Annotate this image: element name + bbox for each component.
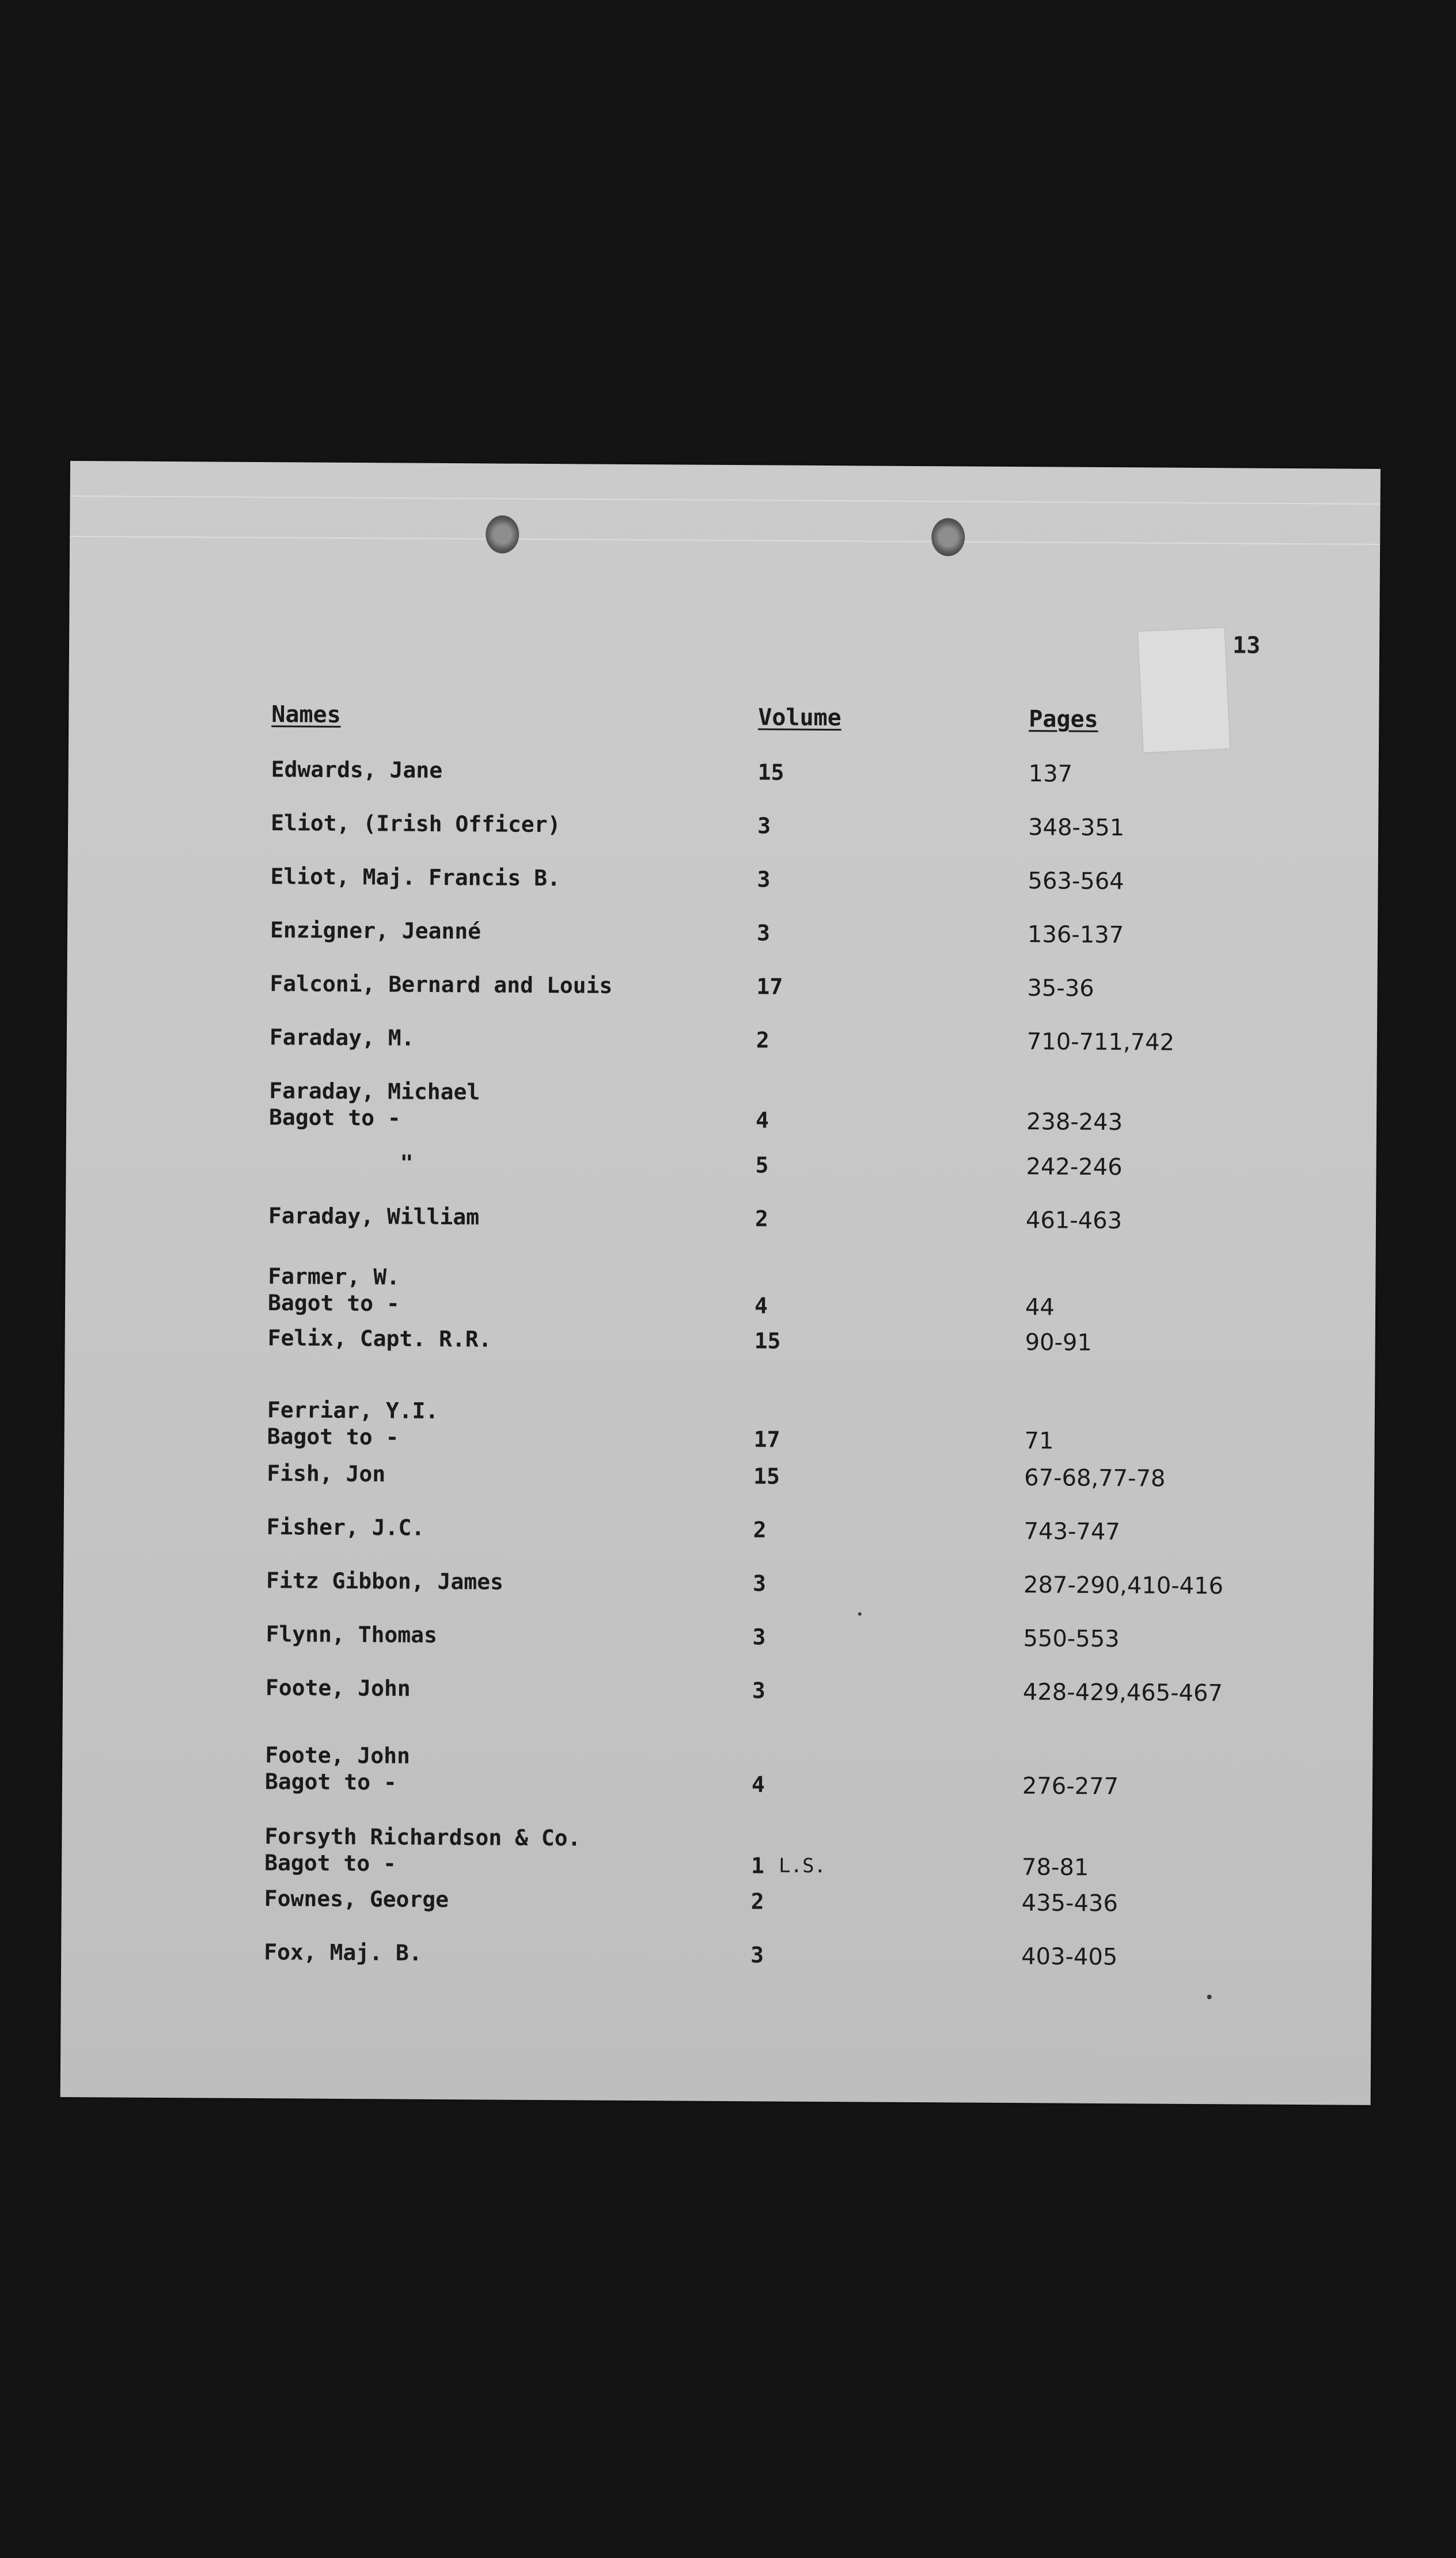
entry-name: Falconi, Bernard and Louis: [270, 971, 613, 998]
header-names: Names: [271, 701, 341, 728]
entry-pages: 550-553: [1023, 1625, 1120, 1653]
table-row: [67, 915, 1378, 949]
entry-pages: 710-711,742: [1026, 1028, 1175, 1056]
page-number: 13: [1232, 632, 1261, 659]
table-row: [65, 1395, 1375, 1455]
entry-volume: 5: [755, 1152, 769, 1178]
entry-volume: 3: [752, 1678, 766, 1704]
table-row: [69, 755, 1379, 788]
entry-name: Foote, John: [265, 1675, 411, 1701]
ink-speck: [1207, 1995, 1212, 1999]
entry-volume: 15: [753, 1463, 780, 1489]
document-page: [60, 461, 1381, 2105]
entry-name: Faraday, M.: [269, 1024, 415, 1051]
entry-name: Felix, Capt. R.R.: [267, 1325, 492, 1352]
entry-pages: 78-81: [1021, 1854, 1089, 1881]
ink-speck: [858, 1612, 862, 1615]
entry-name: Fisher, J.C.: [266, 1514, 425, 1541]
entry-name: Farmer, W.: [268, 1263, 400, 1290]
entry-volume: 3: [752, 1571, 767, 1596]
entry-volume: 17: [753, 1426, 780, 1452]
entry-pages: 71: [1024, 1428, 1054, 1455]
entry-name: Foote, John: [265, 1742, 411, 1769]
entry-pages: 743-747: [1023, 1518, 1120, 1546]
entry-volume: 1: [750, 1853, 765, 1879]
entry-name: Ferriar, Y.I.: [267, 1397, 439, 1424]
table-row: [64, 1459, 1374, 1492]
entry-subname: ": [400, 1150, 414, 1176]
table-row: [65, 1323, 1375, 1356]
entry-volume: 15: [754, 1328, 781, 1354]
entry-subname: Bagot to -: [268, 1104, 401, 1131]
entry-name: Eliot, (Irish Officer): [271, 810, 561, 838]
entry-volume: 2: [753, 1517, 767, 1543]
table-row: [66, 1076, 1377, 1136]
entry-name: Fownes, George: [264, 1886, 449, 1913]
entry-name: Fish, Jon: [267, 1460, 386, 1487]
entry-subname: Bagot to -: [264, 1769, 397, 1795]
table-row: [61, 1938, 1371, 1971]
index-table: [60, 461, 1381, 2105]
table-row: [66, 1262, 1376, 1321]
entry-name: Faraday, Michael: [269, 1078, 480, 1105]
entry-volume: 3: [750, 1942, 764, 1968]
entry-pages: 35-36: [1027, 975, 1094, 1002]
table-row: [67, 969, 1378, 1002]
entry-volume: 4: [754, 1293, 768, 1319]
entry-pages: 403-405: [1021, 1943, 1118, 1971]
entry-name: Forsyth Richardson & Co.: [264, 1823, 581, 1851]
entry-volume: 3: [757, 813, 771, 839]
entry-name: Faraday, William: [268, 1203, 480, 1230]
entry-pages: 44: [1025, 1294, 1055, 1321]
table-row: [63, 1673, 1373, 1707]
entry-pages: 287-290,410-416: [1023, 1572, 1224, 1600]
header-volume: Volume: [758, 704, 841, 732]
entry-name: Edwards, Jane: [271, 756, 443, 783]
entry-note: L.S.: [779, 1854, 826, 1878]
entry-volume: 17: [756, 974, 783, 1000]
entry-name: Flynn, Thomas: [266, 1621, 438, 1648]
entry-pages: 242-246: [1026, 1153, 1123, 1181]
entry-pages: 348-351: [1028, 814, 1125, 842]
entry-volume: 2: [756, 1027, 769, 1053]
table-row: [63, 1619, 1374, 1653]
entry-pages: 137: [1028, 760, 1073, 788]
entry-subname: Bagot to -: [264, 1850, 397, 1876]
entry-pages: 238-243: [1026, 1108, 1123, 1136]
entry-pages: 276-277: [1022, 1773, 1119, 1800]
header-pages: Pages: [1029, 706, 1098, 733]
entry-volume: 4: [755, 1107, 769, 1133]
table-row: [66, 1148, 1377, 1181]
table-row: [62, 1822, 1372, 1881]
entry-name: Fitz Gibbon, James: [266, 1568, 504, 1595]
entry-volume: 2: [750, 1889, 764, 1914]
entry-volume: 4: [751, 1772, 765, 1798]
entry-volume: 2: [754, 1206, 769, 1232]
table-row: [62, 1884, 1372, 1917]
table-row: [62, 1740, 1372, 1800]
entry-subname: Bagot to -: [267, 1424, 399, 1450]
table-row: [64, 1512, 1374, 1546]
entry-volume: 3: [757, 866, 771, 892]
entry-pages: 461-463: [1025, 1207, 1123, 1235]
table-row: [66, 1201, 1376, 1235]
entry-volume: 15: [757, 759, 784, 785]
entry-pages: 136-137: [1027, 921, 1124, 949]
entry-pages: 67-68,77-78: [1024, 1465, 1166, 1492]
entry-subname: Bagot to -: [267, 1290, 400, 1316]
entry-volume: 3: [752, 1624, 766, 1650]
entry-pages: 435-436: [1021, 1890, 1118, 1917]
entry-pages: 428-429,465-467: [1022, 1679, 1223, 1707]
entry-name: Fox, Maj. B.: [264, 1939, 422, 1966]
entry-name: Enzigner, Jeanné: [270, 917, 481, 944]
table-row: [68, 862, 1378, 895]
entry-pages: 90-91: [1025, 1329, 1093, 1356]
table-row: [67, 1023, 1377, 1056]
table-row: [68, 808, 1378, 842]
entry-name: Eliot, Maj. Francis B.: [270, 864, 561, 891]
table-row: [63, 1566, 1374, 1600]
entry-pages: 563-564: [1027, 868, 1124, 895]
entry-volume: 3: [756, 920, 771, 946]
